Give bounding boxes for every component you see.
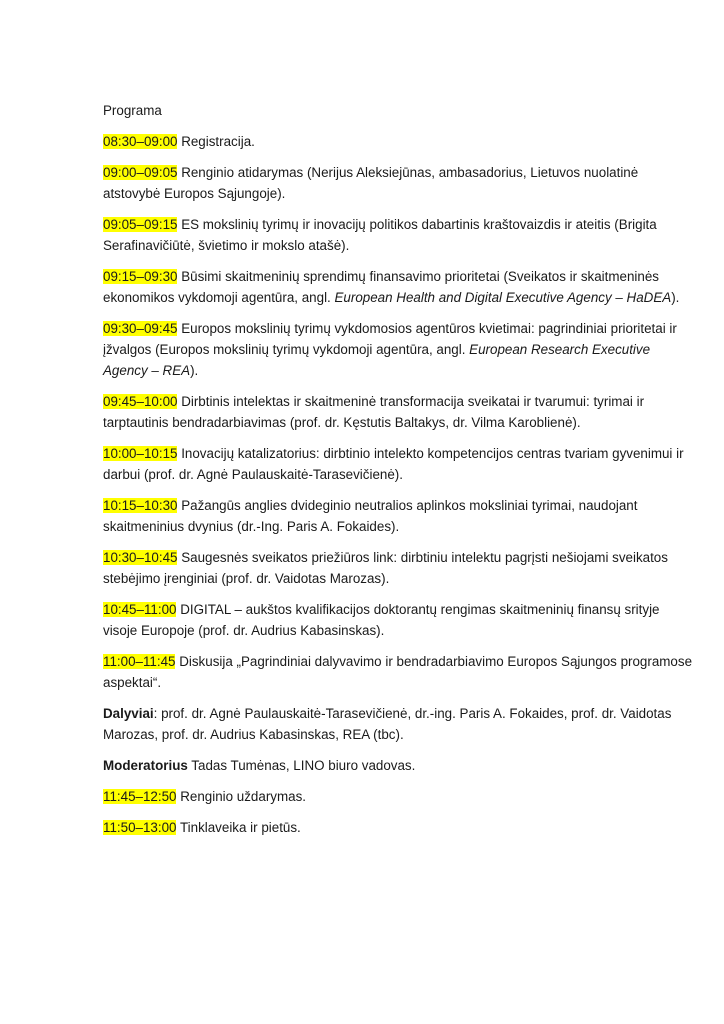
agenda-time: 10:45–11:00 [103, 602, 177, 617]
agenda-time: 11:00–11:45 [103, 654, 176, 669]
participants-text: : prof. dr. Agnė Paulauskaitė-Tarasevičienė, dr.-ing. Paris A. Fokaides, prof. dr. Vaidotas Marozas, prof. dr. Audrius Kabasinskas, REA (tbc). [103, 706, 672, 742]
agenda-list [103, 131, 693, 693]
agenda-time: 10:15–10:30 [103, 498, 178, 513]
agenda-time: 08:30–09:00 [103, 134, 178, 149]
agenda-item [103, 786, 693, 807]
agenda-item [103, 495, 693, 537]
agenda-text: Dirbtinis intelektas ir skaitmeninė transformacija sveikatai ir tvarumui: tyrimai ir tarptautinis bendradarbiavimas (prof. dr. Kęstutis Baltakys, dr. Vilma Karoblienė). [103, 394, 645, 430]
agenda-time: 09:30–09:45 [103, 321, 178, 336]
agenda-text-tail: ). [671, 290, 680, 305]
agenda-item [103, 214, 693, 256]
agenda-time: 09:05–09:15 [103, 217, 178, 232]
participants-label: Dalyviai [103, 706, 154, 721]
agenda-item [103, 266, 693, 308]
agenda-item [103, 817, 693, 838]
program-content [103, 100, 693, 848]
agenda-text: Registracija. [177, 134, 255, 149]
agenda-time: 10:30–10:45 [103, 550, 178, 565]
agenda-italic-text: European Health and Digital Executive Agency – HaDEA [334, 290, 672, 305]
agenda-text: Pažangūs anglies dvideginio neutralios aplinkos moksliniai tyrimai, naudojant skaitmeninius dvynius (dr.-Ing. Paris A. Fokaides). [103, 498, 638, 534]
agenda-item [103, 651, 693, 693]
agenda-text: Saugesnės sveikatos priežiūros link: dirbtiniu intelektu pagrįsti nešiojami sveikatos stebėjimo įrenginiai (prof. dr. Vaidotas Marozas). [103, 550, 668, 586]
agenda-text: Inovacijų katalizatorius: dirbtinio intelekto kompetencijos centras tvariam gyvenimui ir darbui (prof. dr. Agnė Paulauskaitė-Tarasevičienė). [103, 446, 684, 482]
agenda-text: Tinklaveika ir pietūs. [176, 820, 301, 835]
agenda-item [103, 131, 693, 152]
agenda-item [103, 318, 693, 381]
agenda-italic-text: European Research Executive Agency – REA [103, 342, 651, 378]
agenda-item [103, 547, 693, 589]
agenda-item [103, 599, 693, 641]
agenda-time: 09:45–10:00 [103, 394, 178, 409]
closing-list [103, 786, 693, 838]
agenda-text-tail: ). [190, 363, 199, 378]
agenda-text: DIGITAL – aukštos kvalifikacijos doktorantų rengimas skaitmeninių finansų srityje visoje Europoje (prof. dr. Audrius Kabasinskas). [103, 602, 660, 638]
moderator-line [103, 755, 693, 776]
agenda-text: Būsimi skaitmeninių sprendimų finansavimo prioritetai (Sveikatos ir skaitmeninės ekonomikos vykdomoji agentūra, angl. [103, 269, 659, 305]
agenda-time: 11:45–12:50 [103, 789, 177, 804]
agenda-text: Europos mokslinių tyrimų vykdomosios agentūros kvietimai: pagrindiniai prioritetai ir įžvalgos (Europos mokslinių tyrimų vykdomoji agentūra, angl. [103, 321, 677, 357]
agenda-text: ES mokslinių tyrimų ir inovacijų politikos dabartinis kraštovaizdis ir ateitis (Brigita Serafinavičiūtė, švietimo ir mokslo atašė). [103, 217, 657, 253]
participants-line [103, 703, 693, 745]
agenda-text: Renginio atidarymas (Nerijus Aleksiejūnas, ambasadorius, Lietuvos nuolatinė atstovybė Europos Sąjungoje). [103, 165, 639, 201]
agenda-time: 09:15–09:30 [103, 269, 178, 284]
agenda-item [103, 162, 693, 204]
program-heading: Programa [103, 103, 162, 118]
agenda-time: 09:00–09:05 [103, 165, 178, 180]
moderator-text: Tadas Tumėnas, LINO biuro vadovas. [187, 758, 416, 773]
agenda-text: Renginio uždarymas. [176, 789, 306, 804]
agenda-item [103, 443, 693, 485]
agenda-time: 11:50–13:00 [103, 820, 177, 835]
agenda-item [103, 391, 693, 433]
moderator-label: Moderatorius [103, 758, 188, 773]
agenda-text: Diskusija „Pagrindiniai dalyvavimo ir bendradarbiavimo Europos Sąjungos programose aspektai“. [103, 654, 693, 690]
agenda-time: 10:00–10:15 [103, 446, 178, 461]
